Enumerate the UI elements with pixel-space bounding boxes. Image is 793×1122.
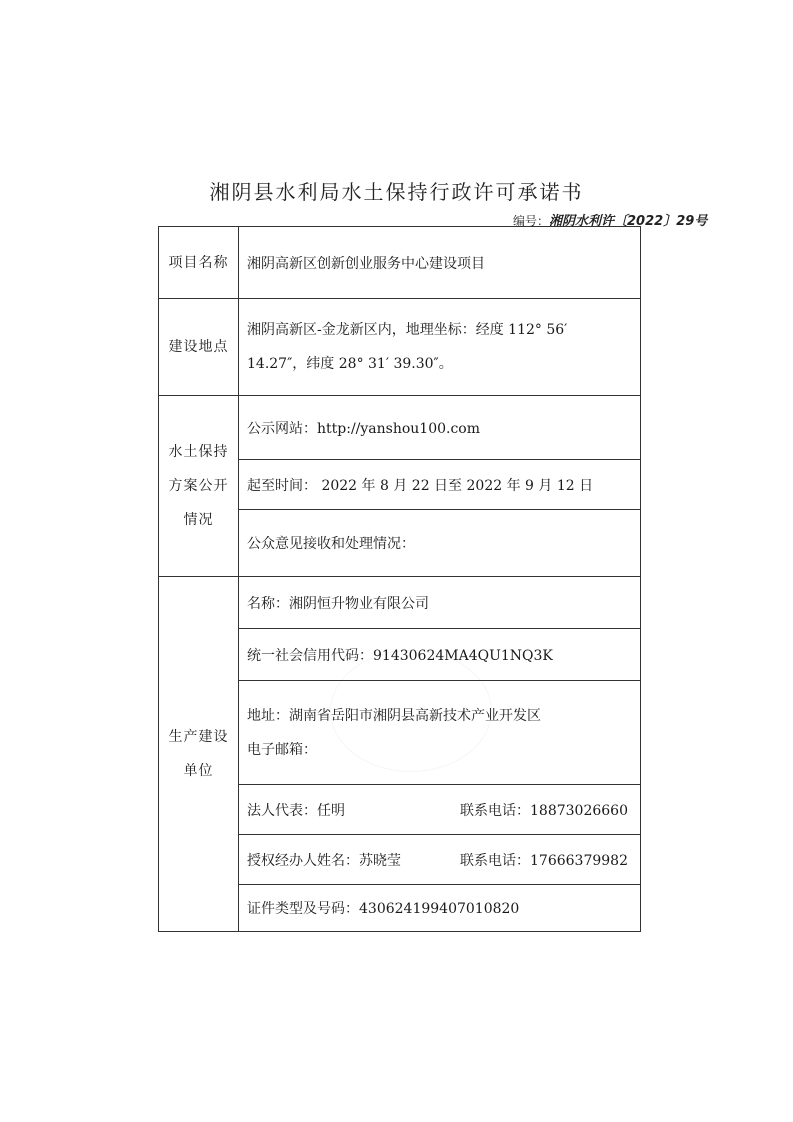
location-label: 建设地点 <box>159 299 239 396</box>
agent-phone: 联系电话：17666379982 <box>460 852 628 869</box>
unit-label-line-1: 生产建设 <box>168 729 229 745</box>
unit-email: 电子邮箱： <box>247 741 317 758</box>
location-value <box>239 299 641 396</box>
disclosure-label-line-1: 水土保持 <box>168 444 229 460</box>
unit-label <box>159 577 239 932</box>
id-number: 证件类型及号码：430624199407010820 <box>239 885 641 932</box>
row-location <box>159 299 641 396</box>
agent-cell <box>239 835 641 885</box>
row-project-name <box>159 227 641 299</box>
location-line-2: 14.27″，纬度 28° 31′ 39.30″。 <box>247 356 453 372</box>
unit-name: 名称：湘阴恒升物业有限公司 <box>239 577 641 629</box>
document-number-value: 湘阴水利许〔2022〕29号 <box>549 214 708 229</box>
disclosure-label <box>159 396 239 577</box>
row-disclosure-website <box>159 396 641 460</box>
location-line-1: 湘阴高新区-金龙新区内，地理坐标：经度 112° 56′ <box>247 322 568 338</box>
disclosure-label-line-3: 情况 <box>183 512 214 528</box>
disclosure-feedback: 公众意见接收和处理情况： <box>239 510 641 577</box>
commitment-form-table <box>158 226 641 932</box>
unit-label-line-2: 单位 <box>183 763 214 779</box>
document-number-prefix: 编号： <box>513 214 550 228</box>
project-name-value: 湘阴高新区创新创业服务中心建设项目 <box>239 227 641 299</box>
project-name-label: 项目名称 <box>159 227 239 299</box>
document-title: 湘阴县水利局水土保持行政许可承诺书 <box>209 180 584 204</box>
legal-rep: 法人代表：任明 <box>247 802 345 819</box>
disclosure-website: 公示网站：http://yanshou100.com <box>239 396 641 460</box>
unit-address-email <box>239 681 641 785</box>
legal-rep-phone: 联系电话：18873026660 <box>460 802 628 819</box>
disclosure-label-line-2: 方案公开 <box>168 478 229 494</box>
legal-rep-cell <box>239 785 641 835</box>
unit-credit-code: 统一社会信用代码：91430624MA4QU1NQ3K <box>239 629 641 681</box>
agent-name: 授权经办人姓名：苏晓莹 <box>247 852 401 869</box>
unit-address: 地址：湖南省岳阳市湘阴县高新技术产业开发区 <box>247 707 541 724</box>
disclosure-period: 起至时间： 2022 年 8 月 22 日至 2022 年 9 月 12 日 <box>239 460 641 510</box>
row-unit-name <box>159 577 641 629</box>
